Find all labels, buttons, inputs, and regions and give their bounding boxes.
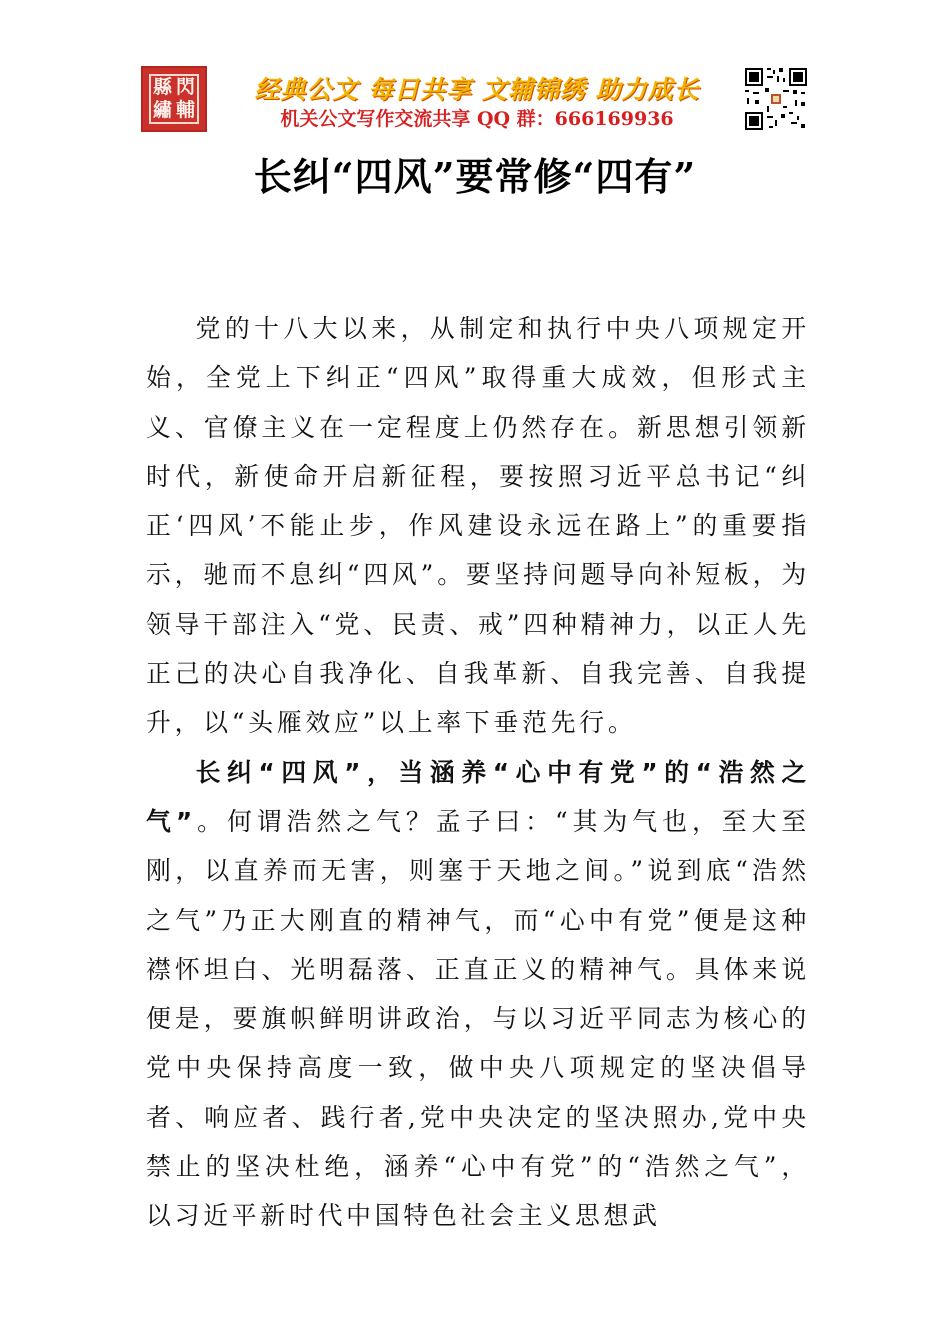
paragraph-text: 。何谓浩然之气？孟子曰：“其为气也，至大至刚，以直养而无害，则塞于天地之间。”说到底“浩然之气”乃正大刚直的精神气，而“心中有党”便是这种襟怀坦白、光明磊落、正直正义的精神气。具体来说便是，要旗帜鲜明讲政治，与以习近平同志为核心的党中央保持高度一致，做中央八项规定的坚决倡导者、响应者、践行者,党中央决定的坚决照办,党中央禁止的坚决杜绝，涵养“心中有党”的“浩然之气”，以习近平新时代中国特色社会主义思想武 — [146, 806, 810, 1231]
paragraph — [146, 304, 810, 748]
paragraph — [146, 748, 810, 1241]
header-qq-group: 机关公文写作交流共享 QQ 群：666169936 — [280, 108, 674, 130]
header-slogan: 经典公文 每日共享 文辅锦绣 助力成长 — [254, 75, 700, 104]
article-body — [146, 304, 810, 1241]
paragraph-lead: 长纠“四风”，当涵养“心中有党”的“浩然之气” — [146, 757, 810, 836]
document-header — [141, 66, 809, 134]
seal-char: 閃 — [175, 76, 195, 98]
document-title: 长纠“四风”要常修“四有” — [253, 154, 697, 199]
seal-char: 繡 — [152, 99, 172, 121]
paragraph-text: 党的十八大以来，从制定和执行中央八项规定开始，全党上下纠正“四风”取得重大成效，但形式主义、官僚主义在一定程度上仍然存在。新思想引领新时代，新使命开启新征程，要按照习近平总书记“纠正‘四风’不能止步，作风建设永远在路上”的重要指示，驰而不息纠“四风”。要坚持问题导向补短板，为领导干部注入“党、民责、戒”四种精神力，以正人先正己的决心自我净化、自我革新、自我完善、自我提升，以“头雁效应”以上率下垂范先行。 — [146, 314, 810, 738]
qr-code-icon — [743, 66, 809, 132]
seal-char: 縣 — [152, 76, 172, 98]
seal-inner — [149, 74, 199, 124]
seal-logo — [141, 66, 207, 132]
seal-char: 輔 — [175, 99, 195, 121]
